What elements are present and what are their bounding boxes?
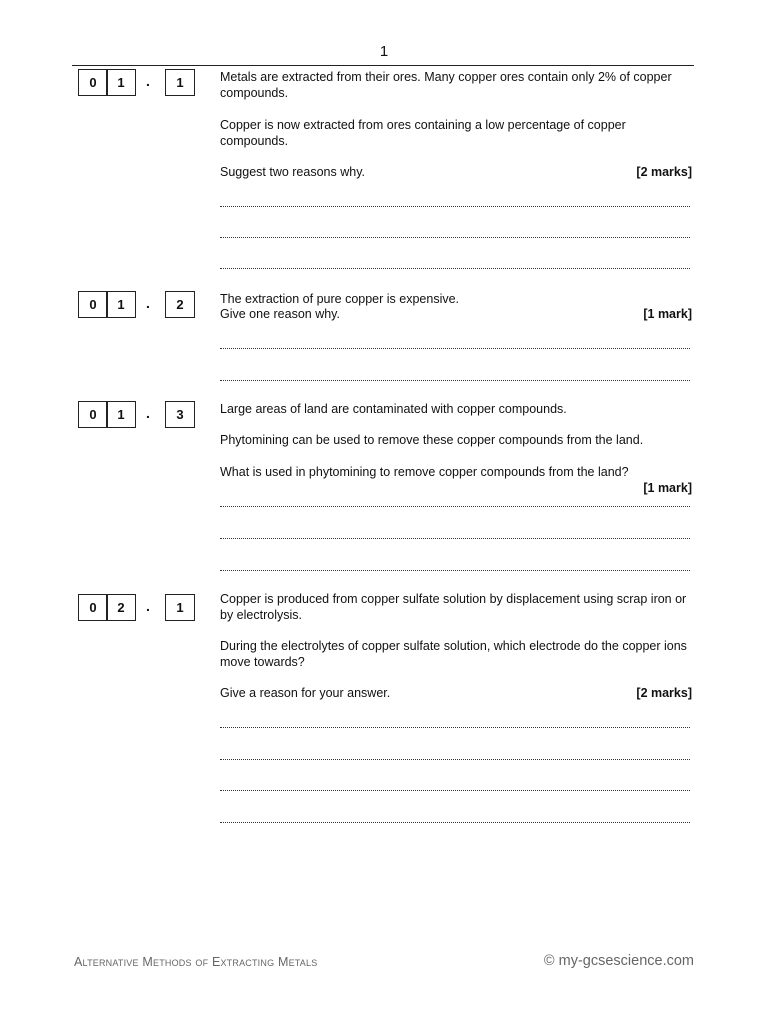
question-prompt: Give one reason why.	[220, 307, 340, 321]
question-text: Metals are extracted from their ores. Many copper ores contain only 2% of copper compounds.	[220, 70, 672, 100]
question-number-dot: .	[146, 598, 150, 614]
question-prompt: Give a reason for your answer.	[220, 686, 391, 700]
question-number-digit: 0	[78, 291, 108, 318]
question-number-digit: 0	[78, 69, 108, 96]
answer-line[interactable]	[220, 237, 690, 238]
answer-line[interactable]	[220, 538, 690, 539]
question-text: Large areas of land are contaminated with copper compounds.	[220, 402, 567, 416]
marks-label: [1 mark]	[643, 481, 692, 495]
answer-line[interactable]	[220, 348, 690, 349]
answer-line[interactable]	[220, 570, 690, 571]
question-part-digit: 3	[165, 401, 195, 428]
question-number-digit: 1	[106, 69, 136, 96]
question-number-digit: 1	[106, 291, 136, 318]
answer-line[interactable]	[220, 506, 690, 507]
question-text: During the electrolytes of copper sulfate solution, which electrode do the copper ions move towards?	[220, 639, 687, 669]
marks-label: [1 mark]	[643, 307, 692, 321]
question-prompt-row	[220, 685, 692, 701]
marks-label: [2 marks]	[636, 686, 692, 700]
answer-line[interactable]	[220, 759, 690, 760]
question-prompt: Suggest two reasons why.	[220, 165, 365, 179]
question-part-digit: 2	[165, 291, 195, 318]
answer-line[interactable]	[220, 206, 690, 207]
answer-line[interactable]	[220, 727, 690, 728]
question-text: Phytomining can be used to remove these copper compounds from the land.	[220, 433, 644, 447]
question-number-dot: .	[146, 295, 150, 311]
question-number-dot: .	[146, 73, 150, 89]
question-text: What is used in phytomining to remove copper compounds from the land?	[220, 465, 629, 479]
question-number-digit: 1	[106, 401, 136, 428]
question-part-digit: 1	[165, 69, 195, 96]
question-text: Copper is produced from copper sulfate solution by displacement using scrap iron or by electrolysis.	[220, 592, 687, 622]
question-text: Copper is now extracted from ores containing a low percentage of copper compounds.	[220, 118, 626, 148]
marks-label: [2 marks]	[636, 165, 692, 179]
question-prompt-row	[220, 306, 692, 322]
page-number: 1	[379, 43, 389, 60]
answer-line[interactable]	[220, 822, 690, 823]
question-number-digit: 0	[78, 401, 108, 428]
question-number-digit: 2	[106, 594, 136, 621]
answer-line[interactable]	[220, 790, 690, 791]
answer-line[interactable]	[220, 380, 690, 381]
question-text: The extraction of pure copper is expensive.	[220, 292, 460, 306]
question-number-dot: .	[146, 405, 150, 421]
footer-title: Alternative Methods of Extracting Metals	[74, 955, 318, 969]
footer-copyright: © my-gcsescience.com	[543, 953, 694, 969]
question-part-digit: 1	[165, 594, 195, 621]
question-prompt-row	[220, 480, 692, 496]
answer-line[interactable]	[220, 268, 690, 269]
question-prompt-row	[220, 164, 692, 180]
header-rule	[72, 65, 694, 66]
question-number-digit: 0	[78, 594, 108, 621]
